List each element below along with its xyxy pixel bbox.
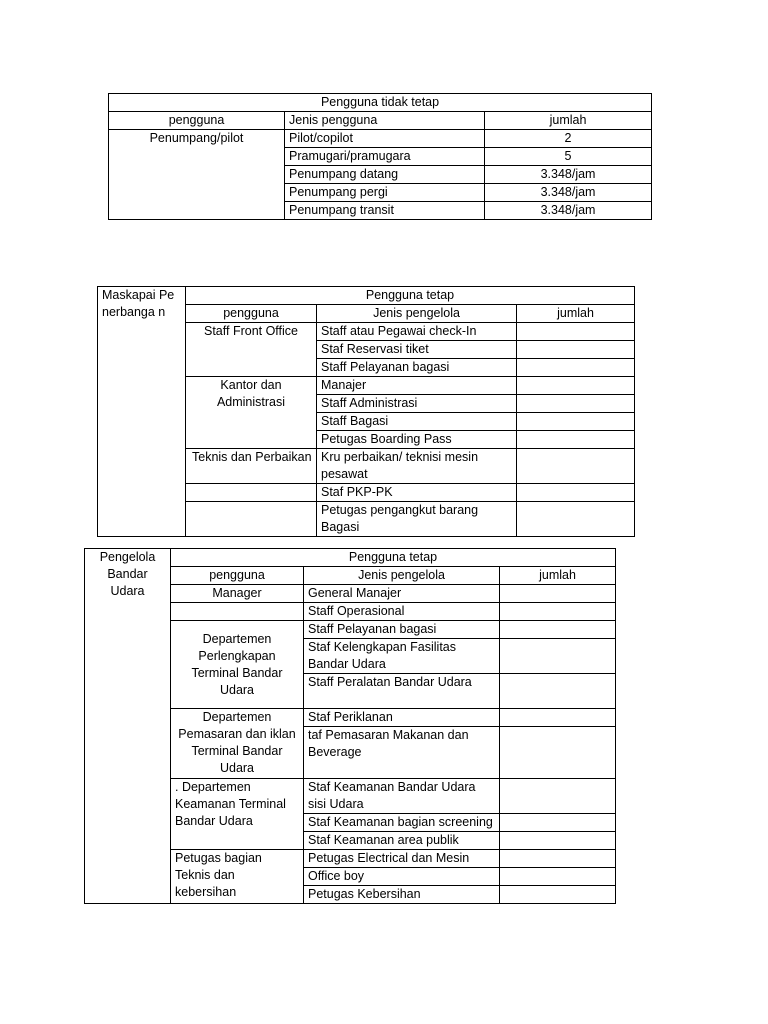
- group-label: Staff Front Office: [186, 323, 317, 377]
- jumlah-cell: [517, 359, 635, 377]
- column-header: jumlah: [485, 112, 652, 130]
- table-cell: Staff atau Pegawai check-In: [317, 323, 517, 341]
- table-cell: Penumpang datang: [285, 166, 485, 184]
- group-label: Kantor dan Administrasi: [186, 377, 317, 449]
- column-header: jumlah: [517, 305, 635, 323]
- table-title: Pengguna tetap: [186, 287, 635, 305]
- table-cell: Staf Keamanan area publik: [304, 832, 500, 850]
- table-title: Pengguna tidak tetap: [109, 94, 652, 112]
- column-header: pengguna: [171, 567, 304, 585]
- table-cell: Manajer: [317, 377, 517, 395]
- side-label: Pengelola Bandar Udara: [85, 549, 171, 904]
- table-cell: 2: [485, 130, 652, 148]
- column-header: pengguna: [109, 112, 285, 130]
- table-cell: Petugas Boarding Pass: [317, 431, 517, 449]
- table-cell: Office boy: [304, 868, 500, 886]
- table-cell: Pramugari/pramugara: [285, 148, 485, 166]
- group-label: Penumpang/pilot: [109, 130, 285, 220]
- table-cell: Petugas Electrical dan Mesin: [304, 850, 500, 868]
- table-cell: Petugas pengangkut barang Bagasi: [317, 502, 517, 537]
- jumlah-cell: [517, 395, 635, 413]
- jumlah-cell: [500, 603, 616, 621]
- table-cell: taf Pemasaran Makanan dan Beverage: [304, 727, 500, 779]
- side-label: Maskapai Penerbanga n: [98, 287, 186, 537]
- table-cell: Staf Periklanan: [304, 709, 500, 727]
- jumlah-cell: [517, 413, 635, 431]
- table-cell: 3.348/jam: [485, 166, 652, 184]
- table-title: Pengguna tetap: [171, 549, 616, 567]
- group-label: [186, 484, 317, 502]
- table-cell: Staf Keamanan bagian screening: [304, 814, 500, 832]
- jumlah-cell: [517, 502, 635, 537]
- group-label: Teknis dan Perbaikan: [186, 449, 317, 484]
- table-cell: Staff Administrasi: [317, 395, 517, 413]
- group-label: . Departemen Keamanan Terminal Bandar Udara: [171, 779, 304, 850]
- jumlah-cell: [500, 639, 616, 674]
- group-label: Departemen Perlengkapan Terminal Bandar Udara: [171, 621, 304, 709]
- table-cell: 3.348/jam: [485, 184, 652, 202]
- table-cell: General Manajer: [304, 585, 500, 603]
- table-cell: 3.348/jam: [485, 202, 652, 220]
- group-label: Petugas bagian Teknis dan kebersihan: [171, 850, 304, 904]
- group-label: Manager: [171, 585, 304, 603]
- jumlah-cell: [500, 832, 616, 850]
- table-cell: Staf Reservasi tiket: [317, 341, 517, 359]
- table-cell: Staf PKP-PK: [317, 484, 517, 502]
- table-pengelola-bandar-udara: [84, 548, 616, 904]
- table-cell: Kru perbaikan/ teknisi mesin pesawat: [317, 449, 517, 484]
- jumlah-cell: [500, 709, 616, 727]
- table-pengguna-tidak-tetap: [108, 93, 652, 220]
- table-cell: 5: [485, 148, 652, 166]
- column-header: Jenis pengelola: [304, 567, 500, 585]
- table-cell: Staf Kelengkapan Fasilitas Bandar Udara: [304, 639, 500, 674]
- jumlah-cell: [517, 449, 635, 484]
- table-cell: Penumpang pergi: [285, 184, 485, 202]
- jumlah-cell: [500, 585, 616, 603]
- jumlah-cell: [500, 674, 616, 709]
- jumlah-cell: [517, 431, 635, 449]
- jumlah-cell: [500, 727, 616, 779]
- table-maskapai: [97, 286, 635, 537]
- group-label: Departemen Pemasaran dan iklan Terminal Bandar Udara: [171, 709, 304, 779]
- jumlah-cell: [500, 779, 616, 814]
- group-label: [186, 502, 317, 537]
- table-cell: Pilot/copilot: [285, 130, 485, 148]
- column-header: Jenis pengelola: [317, 305, 517, 323]
- jumlah-cell: [500, 621, 616, 639]
- jumlah-cell: [500, 814, 616, 832]
- jumlah-cell: [500, 868, 616, 886]
- column-header: jumlah: [500, 567, 616, 585]
- table-cell: Staff Pelayanan bagasi: [304, 621, 500, 639]
- table-cell: Staff Peralatan Bandar Udara: [304, 674, 500, 709]
- jumlah-cell: [500, 886, 616, 904]
- table-cell: Petugas Kebersihan: [304, 886, 500, 904]
- jumlah-cell: [517, 377, 635, 395]
- table-cell: Staf Keamanan Bandar Udara sisi Udara: [304, 779, 500, 814]
- column-header: pengguna: [186, 305, 317, 323]
- table-cell: Staff Bagasi: [317, 413, 517, 431]
- jumlah-cell: [517, 323, 635, 341]
- table-cell: Staff Pelayanan bagasi: [317, 359, 517, 377]
- table-cell: Staff Operasional: [304, 603, 500, 621]
- table-cell: Penumpang transit: [285, 202, 485, 220]
- jumlah-cell: [517, 341, 635, 359]
- jumlah-cell: [500, 850, 616, 868]
- column-header: Jenis pengguna: [285, 112, 485, 130]
- group-label-empty: [171, 603, 304, 621]
- jumlah-cell: [517, 484, 635, 502]
